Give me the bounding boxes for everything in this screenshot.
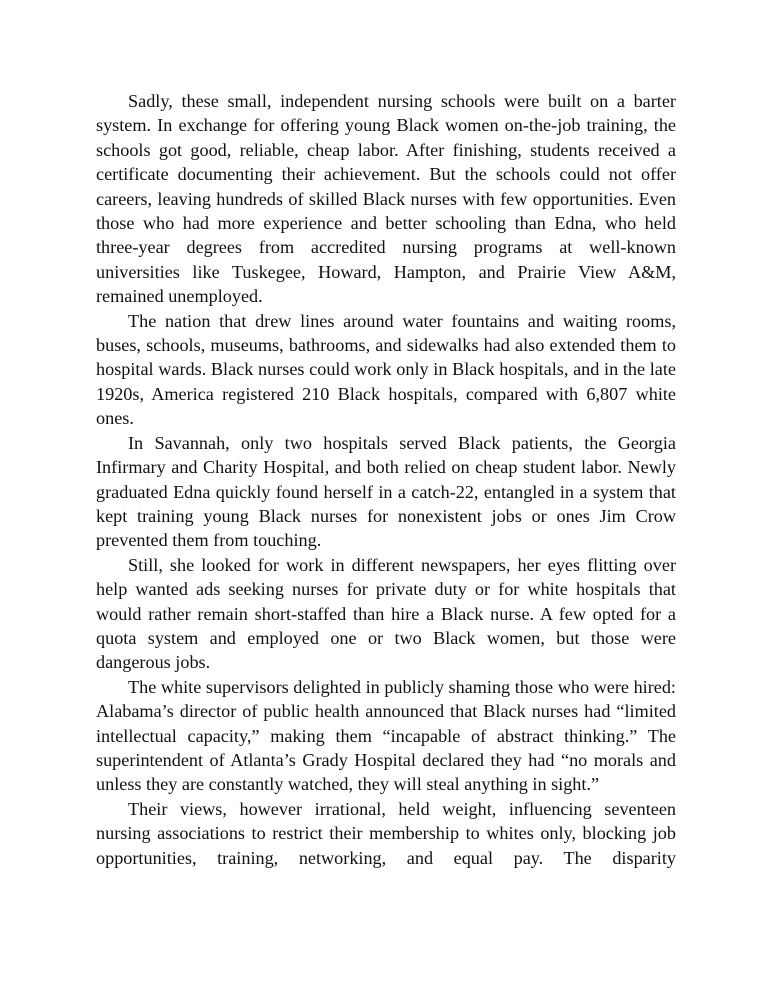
paragraph-savannah-hospitals: In Savannah, only two hospitals served Black patients, the Georgia Infirmary and Charity Hospital, and both relied on cheap student labor. Newly graduated Edna quickly found herself in a catch-22, entangled in a system that kept training young Black nurses for nonexistent jobs or ones Jim Crow prevented them from touching. xyxy=(96,432,676,551)
paragraph-white-supervisors: The white supervisors delighted in publicly shaming those who were hired: Alabama’s director of public health announced that Black nurses had “limited intellectual capacity,” making them “incapable of abstract thinking.” The superintendent of Atlanta’s Grady Hospital declared they had “no morals and unless they are constantly watched, they will steal anything in sight.” xyxy=(96,676,676,795)
paragraph-job-search: Still, she looked for work in different newspapers, her eyes flitting over help wanted ads seeking nurses for private duty or for white hospitals that would rather remain short-staffed than hire a Black nurse. A few opted for a quota system and employed one or two Black women, but those were dangerous jobs. xyxy=(96,554,676,673)
paragraph-barter-system: Sadly, these small, independent nursing schools were built on a barter system. In exchange for offering young Black women on-the-job training, the schools got good, reliable, cheap labor. After finishing, students received a certificate documenting their achievement. But the schools could not offer careers, leaving hundreds of skilled Black nurses with few opportunities. Even those who had more experience and better schooling than Edna, who held three-year degrees from accredited nursing programs at well-known universities like Tuskegee, Howard, Hampton, and Prairie View A&M, remained unemployed. xyxy=(96,91,676,307)
book-page-body xyxy=(96,89,676,870)
paragraph-segregated-hospitals: The nation that drew lines around water fountains and waiting rooms, buses, schools, museums, bathrooms, and sidewalks had also extended them to hospital wards. Black nurses could work only in Black hospitals, and in the late 1920s, America registered 210 Black hospitals, compared with 6,807 white ones. xyxy=(96,310,676,429)
paragraph-nursing-associations: Their views, however irrational, held weight, influencing seventeen nursing associations to restrict their membership to whites only, blocking job opportunities, training, networking, and equal pay. The disparity xyxy=(96,798,676,868)
